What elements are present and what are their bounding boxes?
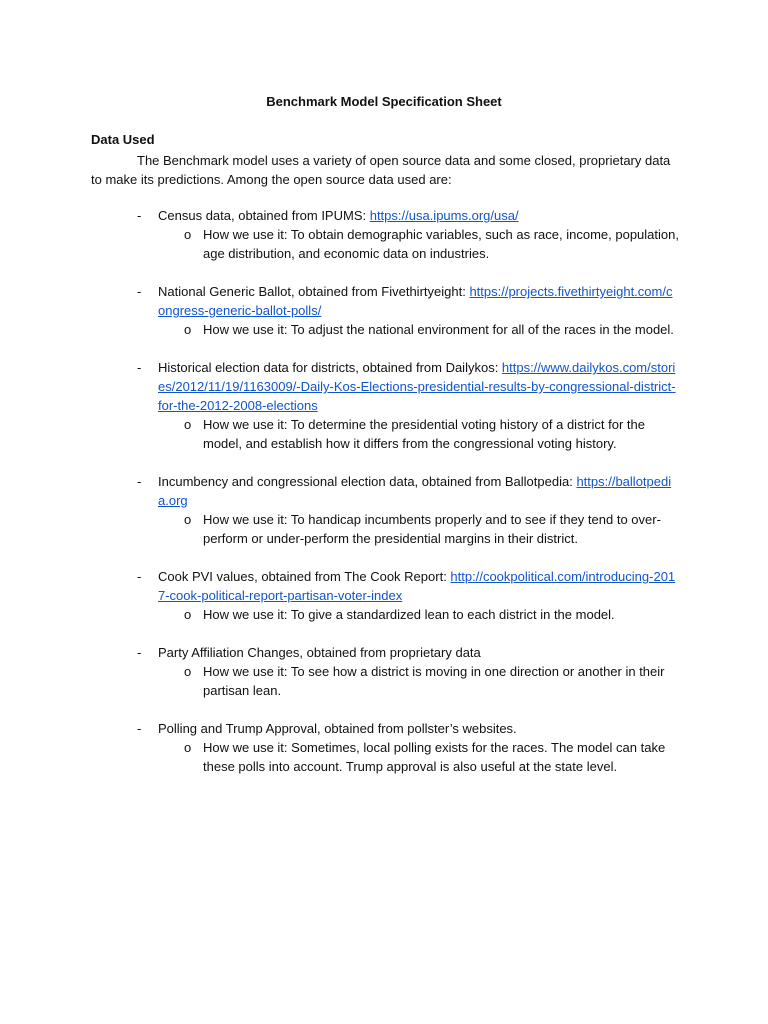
item-source-description: Incumbency and congressional election data, obtained from Ballotpedia: (158, 474, 577, 489)
dash-bullet: - (137, 569, 142, 584)
dash-bullet: - (137, 360, 142, 375)
item-source-description: National Generic Ballot, obtained from Fivethirtyeight: (158, 284, 470, 299)
usage-text: How we use it: To obtain demographic variables, such as race, income, population, age distribution, and economic data on industries. (203, 227, 679, 261)
circle-bullet-icon: o (184, 227, 192, 242)
item-text (158, 472, 678, 510)
source-link[interactable]: https://usa.ipums.org/usa/ (369, 208, 519, 223)
dash-bullet: - (137, 208, 142, 223)
circle-bullet-icon: o (184, 740, 192, 755)
circle-bullet-icon: o (184, 512, 192, 527)
item-source-description: Census data, obtained from IPUMS: (158, 208, 370, 223)
intro-paragraph: The Benchmark model uses a variety of open source data and some closed, proprietary data to make its predictions. Among the open source data used are: (91, 153, 671, 187)
usage-text: How we use it: To handicap incumbents properly and to see if they tend to over-perform or under-perform the presidential margins in their district. (203, 512, 661, 546)
list-item (0, 206, 768, 263)
usage-note (184, 225, 683, 263)
list-item (0, 567, 768, 624)
usage-note (184, 738, 683, 776)
source-link[interactable]: https://ballotpedia.org (158, 474, 672, 508)
dash-bullet: - (137, 284, 142, 299)
usage-note (184, 510, 683, 548)
usage-note (184, 662, 683, 700)
section-heading: Data Used (91, 132, 155, 147)
circle-bullet-icon: o (184, 322, 192, 337)
usage-note (184, 320, 683, 339)
circle-bullet-icon: o (184, 664, 192, 679)
item-text (158, 567, 678, 605)
usage-text: How we use it: To see how a district is moving in one direction or another in their partisan lean. (203, 664, 665, 698)
usage-text: How we use it: To determine the presidential voting history of a district for the model, and establish how it differs from the congressional voting history. (203, 417, 645, 451)
item-text (158, 643, 678, 662)
item-text (158, 206, 678, 225)
source-link[interactable]: https://www.dailykos.com/stories/2012/11/19/1163009/-Daily-Kos-Elections-presidential-results-by-congressional-district-for-the-2012-2008-elections (158, 360, 676, 413)
list-item (0, 472, 768, 548)
usage-text: How we use it: Sometimes, local polling exists for the races. The model can take these polls into account. Trump approval is also useful at the state level. (203, 740, 666, 774)
item-text (158, 719, 678, 738)
list-item (0, 358, 768, 453)
dash-bullet: - (137, 474, 142, 489)
dash-bullet: - (137, 645, 142, 660)
list-item (0, 719, 768, 776)
list-item (0, 643, 768, 700)
usage-note (184, 605, 683, 624)
item-text (158, 282, 678, 320)
item-text (158, 358, 678, 415)
document-title: Benchmark Model Specification Sheet (266, 94, 502, 109)
usage-text: How we use it: To give a standardized lean to each district in the model. (203, 607, 615, 622)
item-source-description: Historical election data for districts, obtained from Dailykos: (158, 360, 502, 375)
list-item (0, 282, 768, 339)
dash-bullet: - (137, 721, 142, 736)
circle-bullet-icon: o (184, 607, 192, 622)
source-link[interactable]: https://projects.fivethirtyeight.com/congress-generic-ballot-polls/ (158, 284, 673, 318)
item-source-description: Cook PVI values, obtained from The Cook Report: (158, 569, 451, 584)
item-source-description: Polling and Trump Approval, obtained from pollster’s websites. (158, 721, 517, 736)
item-source-description: Party Affiliation Changes, obtained from proprietary data (158, 645, 481, 660)
circle-bullet-icon: o (184, 417, 192, 432)
usage-text: How we use it: To adjust the national environment for all of the races in the model. (203, 322, 674, 337)
data-source-list (0, 206, 768, 795)
usage-note (184, 415, 683, 453)
source-link[interactable]: http://cookpolitical.com/introducing-2017-cook-political-report-partisan-voter-index (158, 569, 676, 603)
